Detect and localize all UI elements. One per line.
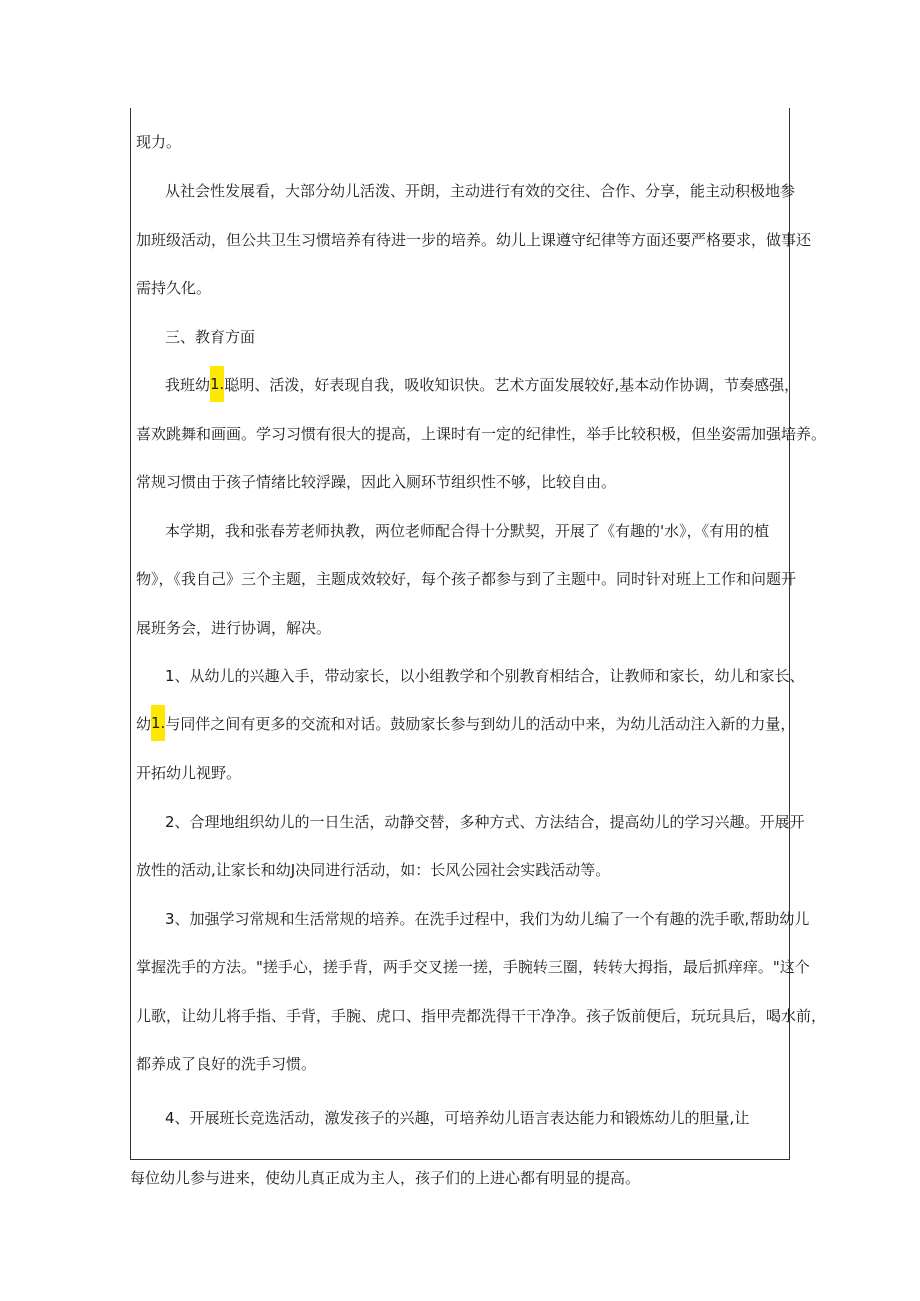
line-text: 幼 [136,715,152,733]
paragraph-line: 现力。 [136,133,182,151]
line-text: 与同伴之间有更多的交流和对话。鼓励家长参与到幼儿的活动中来，为幼儿活动注入新的力量， [165,715,796,733]
paragraph-line: 开拓幼儿视野。 [136,764,242,782]
paragraph-line-outside-frame: 每位幼儿参与进来，使幼儿真正成为主人，孩子们的上进心都有明显的提高。 [130,1169,641,1187]
line-text: 我班幼 [165,376,211,394]
paragraph-line: 儿歌，让幼儿将手指、手背，手腕、虎口、指甲壳都洗得干干净净。孩子饭前便后，玩玩具后，喝水前， [136,1007,827,1025]
line-text: 聪明、活泼，好表现自我，吸收知识快。艺术方面发展较好,基本动作协调，节奏感强， [224,376,800,394]
paragraph-line [136,714,795,734]
paragraph-line: 常规习惯由于孩子情绪比较浮躁，因此入厕环节组织性不够，比较自由。 [136,473,617,491]
paragraph-line: 展班务会，进行协调，解决。 [136,619,332,637]
paragraph-line: 3、加强学习常规和生活常规的培养。在洗手过程中，我们为幼儿编了一个有趣的洗手歌,帮助幼儿 [165,910,810,928]
highlight-mark: 1. [151,705,165,741]
paragraph-line: 都养成了良好的洗手习惯。 [136,1055,317,1073]
paragraph-line: 物》，《我自己》三个主题，主题成效较好，每个孩子都参与到了主题中。同时针对班上工作和问题开 [136,570,797,588]
paragraph-line: 1、从幼儿的兴趣入手，带动家长，以小组教学和个别教育相结合，让教师和家长，幼儿和家长、 [165,667,805,685]
paragraph-line: 放性的活动,让家长和幼J决同进行活动，如：长风公园社会实践活动等。 [136,861,611,879]
paragraph-line: 需持久化。 [136,279,212,297]
paragraph-line: 加班级活动，但公共卫生习惯培养有待进一步的培养。幼儿上课遵守纪律等方面还要严格要求，做事还 [136,231,812,249]
highlight-mark: 1. [210,366,224,402]
paragraph-line: 从社会性发展看，大部分幼儿活泼、开朗，主动进行有效的交往、合作、分享，能主动积极地参 [165,182,796,200]
paragraph-line: 本学期，我和张春芳老师执教，两位老师配合得十分默契，开展了《有趣的'水》，《有用的植 [165,522,770,540]
section-heading: 三、教育方面 [165,328,256,346]
paragraph-line [165,375,799,395]
paragraph-line: 喜欢跳舞和画画。学习习惯有很大的提高，上课时有一定的纪律性，举手比较积极，但坐姿需加强培养。 [136,425,827,443]
paragraph-line: 4、开展班长竞选活动，激发孩子的兴趣，可培养幼儿语言表达能力和锻炼幼儿的胆量,让 [165,1109,750,1127]
paragraph-line: 2、合理地组织幼儿的一日生活，动静交替，多种方式、方法结合，提高幼儿的学习兴趣。开展开 [165,813,805,831]
paragraph-line: 掌握洗手的方法。"搓手心，搓手背，两手交叉搓一搓，手腕转三圈，转转大拇指，最后抓痒痒。"这个 [136,958,810,976]
